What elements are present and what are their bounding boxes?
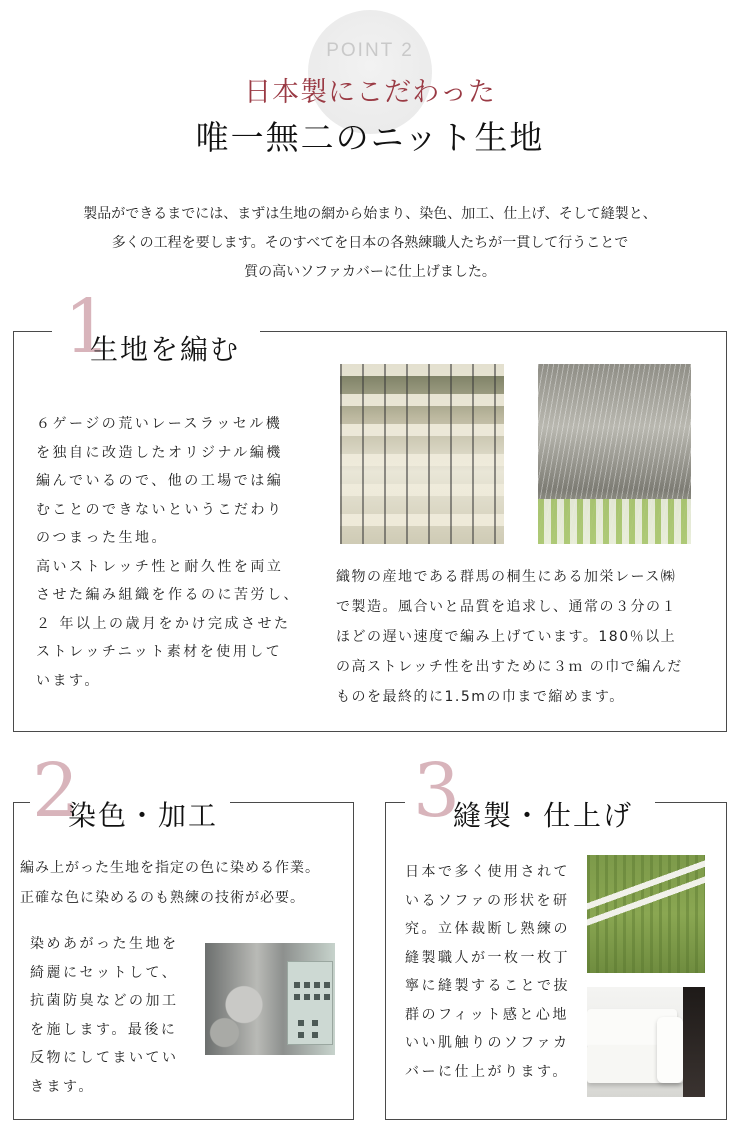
text-line: 縫製職人が一枚一枚丁 — [405, 949, 570, 966]
text-line: むことのできないというこだわり — [36, 501, 284, 518]
text-line: 抗菌防臭などの加工 — [30, 993, 179, 1009]
text-line: 編み上がった生地を指定の色に染める作業。 — [20, 860, 320, 876]
text-line: ものを最終的に1.5mの巾まで縮めます。 — [336, 689, 625, 705]
text-line: 反物にしてまいてい — [30, 1050, 179, 1066]
text-line: ほどの遅い速度で編み上げています。180％以上 — [336, 629, 677, 645]
text-line: のつまった生地。 — [36, 530, 168, 546]
intro-line: 質の高いソファカバーに仕上げました。 — [244, 264, 496, 280]
subtitle: 日本製にこだわった — [244, 77, 496, 108]
white-sofa-photo — [587, 987, 705, 1097]
text-line: 染めあがった生地を — [30, 936, 179, 952]
text-line: 群のフィット感と心地 — [405, 1006, 569, 1023]
text-line: で製造。風合いと品質を追求し、通常の３分の１ — [336, 599, 677, 615]
step-number: 3 — [413, 748, 461, 834]
intro-line: 製品ができるまでには、まずは生地の網から始まり、染色、加工、仕上げ、そして縫製と、 — [83, 206, 657, 222]
text-line: 織物の産地である群馬の桐生にある加栄レース㈱ — [336, 569, 677, 585]
intro-text — [0, 200, 740, 287]
dark-furniture — [683, 987, 705, 1097]
green-fabric-photo — [587, 855, 705, 973]
text-line: 編んでいるので、他の工場では編 — [36, 473, 284, 489]
text-line: を独自に改造したオリジナル編機 — [36, 444, 283, 461]
text-line: ストレッチニット素材を使用して — [36, 644, 283, 660]
section-knitting-heading — [52, 284, 260, 370]
section-title: 染色・加工 — [68, 799, 219, 832]
section-title: 生地を編む — [90, 333, 241, 366]
text-line: 寧に縫製することで抜 — [405, 978, 570, 994]
point-label: POINT 2 — [326, 40, 414, 61]
text-line: いい肌触りのソファカ — [405, 1035, 570, 1051]
step-number: 2 — [32, 748, 80, 834]
text-line: バーに仕上がります。 — [405, 1063, 569, 1080]
text-line: 高いストレッチ性と耐久性を両立 — [36, 558, 284, 575]
text-line: を施します。最後に — [30, 1021, 178, 1038]
page-title: 唯一無二のニット生地 — [195, 118, 545, 157]
dyeing-description — [30, 930, 190, 1101]
text-line: います。 — [36, 672, 101, 689]
sewing-description — [405, 858, 577, 1086]
text-line: ６ゲージの荒いレースラッセル機 — [36, 416, 283, 432]
section-title: 縫製・仕上げ — [453, 799, 634, 832]
text-line: 正確な色に染めるのも熟練の技術が必要。 — [20, 890, 305, 906]
control-panel — [287, 961, 333, 1045]
knitting-fabric-photo — [538, 364, 691, 544]
dyeing-machine-photo — [205, 943, 335, 1055]
text-line: いるソファの形状を研 — [405, 892, 570, 909]
text-line: の高ストレッチ性を出すために３ｍ の巾で編んだ — [336, 659, 683, 675]
text-line: 綺麗にセットして、 — [30, 964, 179, 981]
text-line: させた編み組織を作るのに苦労し、 — [36, 587, 300, 603]
text-line: 究。立体裁断し熟練の — [405, 921, 570, 937]
text-line: きます。 — [30, 1078, 95, 1095]
dyeing-summary — [20, 853, 360, 913]
section-dyeing-heading — [30, 748, 230, 834]
knitting-description — [36, 410, 308, 695]
text-line: ２ 年以上の歳月をかけ完成させた — [36, 615, 291, 632]
factory-description — [336, 562, 722, 712]
text-line: 日本で多く使用されて — [405, 864, 570, 880]
sofa-arm — [657, 1017, 683, 1083]
intro-line: 多くの工程を要します。そのすべてを日本の各熟練職人たちが一貫して行うことで — [111, 235, 629, 251]
step-number: 1 — [64, 284, 112, 370]
section-sewing-heading — [405, 748, 655, 834]
knitting-machine-photo — [340, 364, 504, 544]
